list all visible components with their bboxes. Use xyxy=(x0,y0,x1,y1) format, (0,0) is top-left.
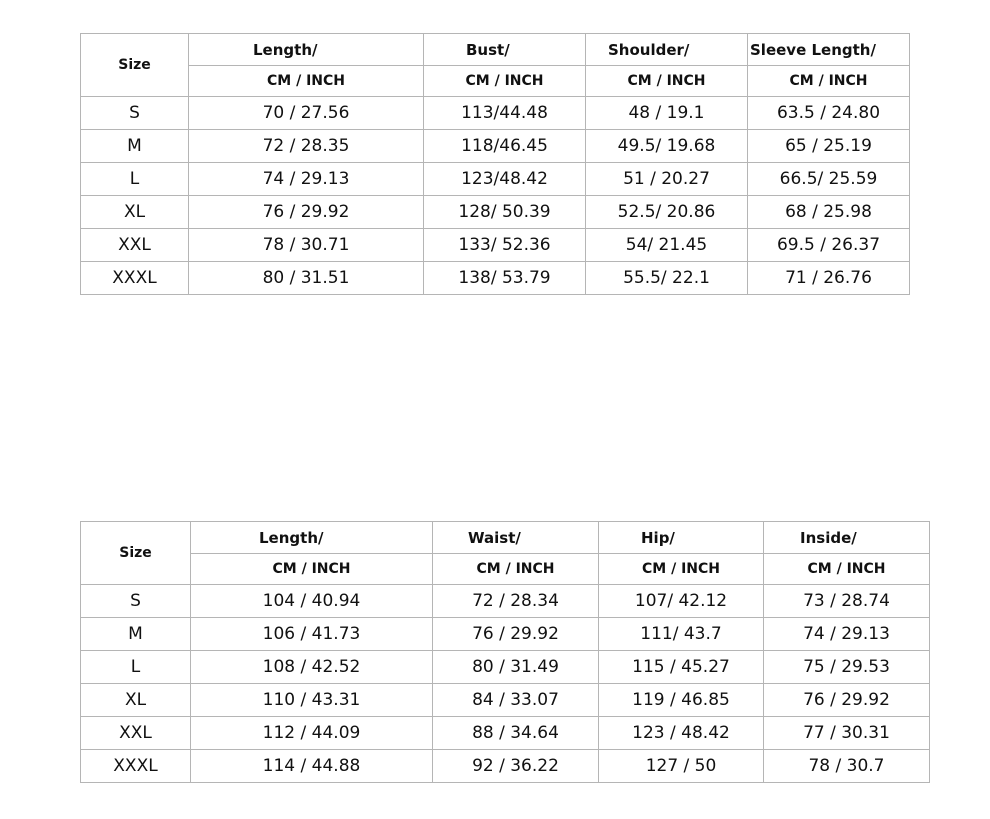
sleeve-length-value: 71 / 26.76 xyxy=(748,262,910,295)
length-value: 72 / 28.35 xyxy=(189,130,424,163)
hip-value: 119 / 46.85 xyxy=(599,684,764,717)
size-column-header: Size xyxy=(81,522,191,585)
waist-value: 80 / 31.49 xyxy=(433,651,599,684)
length-value: 114 / 44.88 xyxy=(191,750,433,783)
table-row xyxy=(81,684,930,717)
hip-value: 107/ 42.12 xyxy=(599,585,764,618)
inside-value: 78 / 30.7 xyxy=(764,750,930,783)
hip-value: 127 / 50 xyxy=(599,750,764,783)
column-header-hip: Hip/ xyxy=(599,522,764,554)
inside-value: 73 / 28.74 xyxy=(764,585,930,618)
length-value: 78 / 30.71 xyxy=(189,229,424,262)
top-size-table xyxy=(80,33,910,295)
inside-value: 75 / 29.53 xyxy=(764,651,930,684)
length-value: 80 / 31.51 xyxy=(189,262,424,295)
length-value: 74 / 29.13 xyxy=(189,163,424,196)
column-header-bust: Bust/ xyxy=(424,34,586,66)
unit-label: CM / INCH xyxy=(424,66,586,97)
table-row xyxy=(81,651,930,684)
table-row xyxy=(81,618,930,651)
waist-value: 72 / 28.34 xyxy=(433,585,599,618)
size-label: XXXL xyxy=(81,750,191,783)
bust-value: 113/44.48 xyxy=(424,97,586,130)
sleeve-length-value: 63.5 / 24.80 xyxy=(748,97,910,130)
size-label: M xyxy=(81,618,191,651)
unit-label: CM / INCH xyxy=(189,66,424,97)
table-row xyxy=(81,196,910,229)
unit-row xyxy=(81,66,910,97)
table-row xyxy=(81,585,930,618)
unit-label: CM / INCH xyxy=(599,554,764,585)
unit-label: CM / INCH xyxy=(764,554,930,585)
unit-label: CM / INCH xyxy=(586,66,748,97)
unit-label: CM / INCH xyxy=(748,66,910,97)
bust-value: 128/ 50.39 xyxy=(424,196,586,229)
size-label: S xyxy=(81,97,189,130)
length-value: 76 / 29.92 xyxy=(189,196,424,229)
bottom-size-table xyxy=(80,521,930,783)
column-header-waist: Waist/ xyxy=(433,522,599,554)
shoulder-value: 48 / 19.1 xyxy=(586,97,748,130)
waist-value: 76 / 29.92 xyxy=(433,618,599,651)
shoulder-value: 51 / 20.27 xyxy=(586,163,748,196)
inside-value: 77 / 30.31 xyxy=(764,717,930,750)
size-label: XXL xyxy=(81,229,189,262)
length-value: 104 / 40.94 xyxy=(191,585,433,618)
hip-value: 115 / 45.27 xyxy=(599,651,764,684)
table-row xyxy=(81,229,910,262)
sleeve-length-value: 65 / 25.19 xyxy=(748,130,910,163)
column-header-shoulder: Shoulder/ xyxy=(586,34,748,66)
column-header-length: Length/ xyxy=(191,522,433,554)
bust-value: 123/48.42 xyxy=(424,163,586,196)
length-value: 112 / 44.09 xyxy=(191,717,433,750)
size-label: L xyxy=(81,651,191,684)
size-label: L xyxy=(81,163,189,196)
unit-label: CM / INCH xyxy=(191,554,433,585)
bust-value: 138/ 53.79 xyxy=(424,262,586,295)
column-header-inside: Inside/ xyxy=(764,522,930,554)
waist-value: 92 / 36.22 xyxy=(433,750,599,783)
table-row xyxy=(81,262,910,295)
length-value: 110 / 43.31 xyxy=(191,684,433,717)
bust-value: 118/46.45 xyxy=(424,130,586,163)
unit-label: CM / INCH xyxy=(433,554,599,585)
column-header-sleeve-length: Sleeve Length/ xyxy=(748,34,910,66)
table-row xyxy=(81,717,930,750)
shoulder-value: 55.5/ 22.1 xyxy=(586,262,748,295)
size-label: XL xyxy=(81,684,191,717)
length-value: 70 / 27.56 xyxy=(189,97,424,130)
bust-value: 133/ 52.36 xyxy=(424,229,586,262)
column-header-length: Length/ xyxy=(189,34,424,66)
sleeve-length-value: 69.5 / 26.37 xyxy=(748,229,910,262)
size-label: XXXL xyxy=(81,262,189,295)
hip-value: 123 / 48.42 xyxy=(599,717,764,750)
waist-value: 84 / 33.07 xyxy=(433,684,599,717)
length-value: 106 / 41.73 xyxy=(191,618,433,651)
shoulder-value: 52.5/ 20.86 xyxy=(586,196,748,229)
size-label: S xyxy=(81,585,191,618)
header-row xyxy=(81,34,910,66)
hip-value: 111/ 43.7 xyxy=(599,618,764,651)
table-row xyxy=(81,97,910,130)
sleeve-length-value: 66.5/ 25.59 xyxy=(748,163,910,196)
table-row xyxy=(81,130,910,163)
inside-value: 74 / 29.13 xyxy=(764,618,930,651)
inside-value: 76 / 29.92 xyxy=(764,684,930,717)
table-row xyxy=(81,750,930,783)
size-column-header: Size xyxy=(81,34,189,97)
waist-value: 88 / 34.64 xyxy=(433,717,599,750)
sleeve-length-value: 68 / 25.98 xyxy=(748,196,910,229)
table-row xyxy=(81,163,910,196)
size-label: XXL xyxy=(81,717,191,750)
shoulder-value: 54/ 21.45 xyxy=(586,229,748,262)
size-label: XL xyxy=(81,196,189,229)
length-value: 108 / 42.52 xyxy=(191,651,433,684)
shoulder-value: 49.5/ 19.68 xyxy=(586,130,748,163)
unit-row xyxy=(81,554,930,585)
header-row xyxy=(81,522,930,554)
size-label: M xyxy=(81,130,189,163)
